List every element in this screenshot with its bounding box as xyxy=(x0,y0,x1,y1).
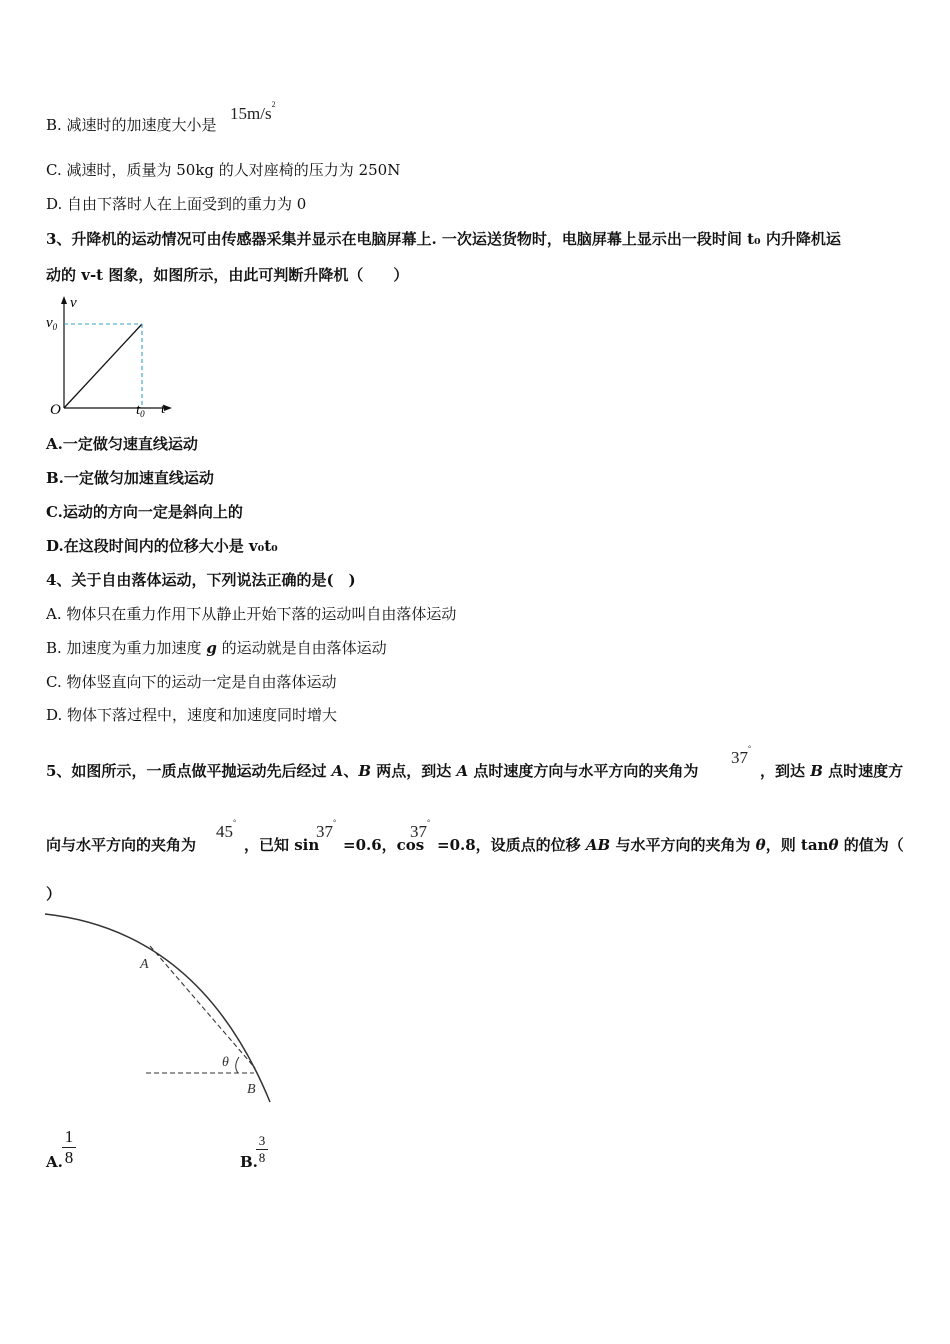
q3-vt-line xyxy=(64,324,142,408)
q5-option-b-fraction xyxy=(256,1133,268,1166)
q3-x-axis-label: t xyxy=(161,401,166,417)
q3-t0-label: $t_0$ xyxy=(136,402,145,419)
q5-option-a-numerator: 1 xyxy=(62,1127,76,1148)
q5-stem-line1-tail: ，到达 B 点时速度方 xyxy=(760,762,904,780)
q5-angle-37-sin: 37° xyxy=(316,818,337,841)
q5-angle-37-a: 37° xyxy=(731,744,752,767)
q5-stem-line1: 5、如图所示，一质点做平抛运动先后经过 A、B 两点，到达 A 点时速度方向与水平方向的夹角为 xyxy=(46,762,699,780)
q3-v0-label: $v_0$ xyxy=(46,315,58,332)
q3-y-axis-label: v xyxy=(70,295,77,311)
q5-option-a-label: A. xyxy=(46,1153,63,1171)
q3-option-a: A.一定做匀速直线运动 xyxy=(46,435,198,453)
q5-angle-45: 45° xyxy=(216,818,237,841)
q3-option-b: B.一定做匀加速直线运动 xyxy=(46,469,214,487)
q5-trajectory-figure xyxy=(40,906,280,1106)
q5-stem-line3: ） xyxy=(46,885,62,903)
q5-option-b-denominator: 8 xyxy=(258,1150,266,1165)
q4-stem: 4、关于自由落体运动，下列说法正确的是( ) xyxy=(46,571,356,589)
q4-option-b: B. 加速度为重力加速度 g 的运动就是自由落体运动 xyxy=(46,639,387,657)
q2-option-b-value: $15m/s^2$ xyxy=(230,100,276,123)
q2-option-d: D. 自由下落时人在上面受到的重力为 0 xyxy=(46,195,307,213)
q5-ab-dashed xyxy=(150,946,255,1068)
q5-point-b-label: B xyxy=(247,1082,256,1097)
q5-stem-line2-d: =0.8，设质点的位移 AB 与水平方向的夹角为 θ，则 tanθ 的值为（ xyxy=(437,836,904,854)
q3-option-c: C.运动的方向一定是斜向上的 xyxy=(46,503,243,521)
q5-theta-label: θ xyxy=(222,1055,229,1070)
q5-angle-37-cos: 37° xyxy=(410,818,431,841)
q5-point-a-label: A xyxy=(140,957,149,972)
q5-stem-line2-c: =0.6，cos xyxy=(343,836,425,854)
q2-option-c: C. 减速时，质量为 50kg 的人对座椅的压力为 250N xyxy=(46,161,401,179)
q4-option-a: A. 物体只在重力作用下从静止开始下落的运动叫自由落体运动 xyxy=(46,605,457,623)
q3-option-d: D.在这段时间内的位移大小是 v₀t₀ xyxy=(46,537,278,555)
q5-stem-line2-b: ，已知 sin xyxy=(244,836,320,854)
q5-option-a-fraction xyxy=(62,1127,76,1168)
q5-theta-arc xyxy=(236,1057,239,1073)
q2-option-b-text: B. 减速时的加速度大小是 xyxy=(46,116,217,134)
q5-option-a-denominator: 8 xyxy=(64,1148,74,1167)
q3-origin-label: O xyxy=(50,402,61,418)
q5-stem-line2-a: 向与水平方向的夹角为 xyxy=(46,836,197,854)
q5-option-b-label: B. xyxy=(240,1153,258,1171)
q3-stem-line2: 动的 v-t 图象，如图所示，由此可判断升降机（ ） xyxy=(46,266,409,284)
q3-vt-graph xyxy=(40,292,180,422)
q4-g-symbol: g xyxy=(206,639,217,657)
q2-option-b xyxy=(46,115,217,135)
q5-option-b-numerator: 3 xyxy=(256,1133,268,1150)
q3-stem-line1: 3、升降机的运动情况可由传感器采集并显示在电脑屏幕上. 一次运送货物时，电脑屏幕上显示出一段时间 t₀ 内升降机运 xyxy=(46,230,841,248)
q4-option-c: C. 物体竖直向下的运动一定是自由落体运动 xyxy=(46,673,337,691)
q5-parabola-curve xyxy=(45,914,270,1102)
q4-option-d: D. 物体下落过程中，速度和加速度同时增大 xyxy=(46,706,338,724)
